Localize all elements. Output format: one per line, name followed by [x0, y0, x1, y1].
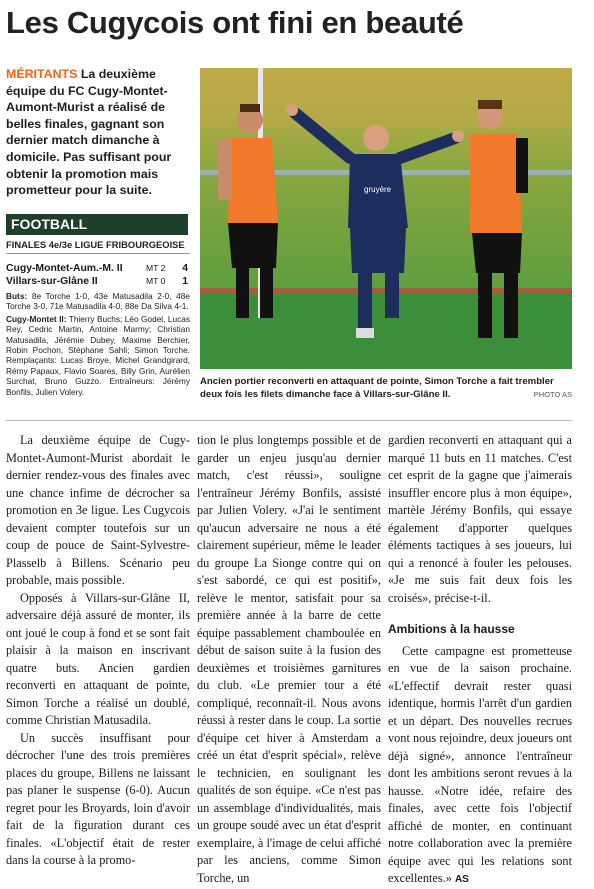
result-team: Villars-sur-Glâne II: [6, 276, 98, 287]
match-photo-image: [200, 68, 572, 369]
match-details: [6, 291, 190, 399]
lead-kicker: MÉRITANTS: [6, 67, 78, 81]
lead-text: La deuxième équipe du FC Cugy-Montet-Aumont-Murist a réalisé de belles finales, gagnant son dernier match dimanche à domicile. Pas suffisant pour obtenir la promotion mais prometteur pour la suite.: [6, 67, 172, 198]
body-paragraph: tion le plus longtemps possible et de garder un enjeu jusqu'au dernier match, c'est réussi», souligne l'entraîneur Jérémy Bonfils, assisté par Julien Volery. «J'ai le sentiment qu'aucun adversaire ne nous a été clairement supérieur, même le leader du groupe La Sionge contre qui on s'est sabordé, ce qui est positif», relève le mentor, satisfait pour sa première année à la barre de cette équipe passablement chamboulée en début de saison suite à la fusion des deuxièmes et troisièmes garnitures du club. «Le premier tour a été compliqué, reconnaît-il. Nous avons réussi à rester dans le coup. La sortie d'équipe cet hiver à Amsterdam a créé un état d'esprit spécial», relève le technicien, en soulignant les qualités de son équipe. «Ce n'est pas un assemblage d'individualités, mais un groupe soudé avec un état d'esprit exemplaire, à l'image de celui affiché par les anciens, comme Simon Torche, un: [197, 433, 381, 885]
goals-label: Buts:: [6, 291, 28, 301]
caption-text: Ancien portier reconverti en attaquant de pointe, Simon Torche a fait trembler deux fois les filets dimanche face à Villars-sur-Glâne II.: [200, 376, 554, 400]
photo-credit: PHOTO AS: [533, 390, 572, 399]
lineup-label: Cugy-Montet II:: [6, 313, 67, 324]
body-column-2: [197, 432, 381, 887]
body-column-3: [388, 432, 572, 889]
result-row-away: [6, 275, 190, 288]
body-paragraph: Un succès insuffisant pour décrocher l'une des trois premières places du groupe, Billens ne laissant pas planer le suspense (6-0). Aucun regret pour les Broyards, loin d'avoir fait de la figuration durant ces finales. «L'objectif était de rester dans la course à la promo-: [6, 730, 190, 867]
result-score: 1: [182, 276, 188, 287]
result-halftime: MT 0: [146, 276, 166, 286]
author-signature: AS: [454, 874, 469, 885]
body-text: Cette campagne est prometteuse en vue de la saison prochaine. «L'effectif devrait rester quasi identique, hormis l'arrêt d'un gardien et un départ. Des nouvelles recrues vont nous rejoindre, deux joueurs ont déjà signé», annonce l'entraîneur dont les ambitions seront revues à la hausse. «Notre idée, refaire des finales, avec cette fois l'objectif affiché de monter, en continuant notre collaboration avec la première équipe avec qui les relations sont excellentes.»: [388, 643, 572, 885]
competition-label: FINALES 4e/3e LIGUE FRIBOURGEOISE: [6, 239, 190, 254]
result-halftime: MT 2: [146, 263, 166, 273]
body-column-1: [6, 432, 190, 870]
results-table: [6, 262, 190, 288]
subheading: Ambitions à la hausse: [388, 622, 515, 636]
goals-line: [6, 291, 190, 312]
body-paragraph: Opposés à Villars-sur-Glâne II, adversaire déjà assuré de monter, ils ont joué le coup à fond et se sont fait plaisir à la maison en inscrivant quatre buts. Ancien gardien reconverti en attaquant de pointe, Simon Torche a réalisé un doublé, comme Christian Matusadila.: [6, 590, 190, 727]
photo-caption: [200, 375, 572, 401]
body-paragraph: [388, 643, 572, 889]
sport-box: FOOTBALL: [6, 214, 188, 235]
lineup-line: [6, 314, 190, 397]
match-photo: [200, 68, 572, 369]
headline: Les Cugycois ont fini en beauté: [6, 5, 464, 40]
body-paragraph: gardien reconverti en attaquant qui a marqué 11 buts en 11 matches. C'est cet esprit de la gagne que j'aimerais insuffler encore plus à mon équipe», martèle Jérémy Bonfils, qui essaye également d'apporter quelques éléments tactiques à ses joueurs, lui qui a renoncé à fouler les pelouses. «Je me suis fait deux fois les croisés», précise-t-il.: [388, 433, 572, 605]
result-row-home: [6, 262, 190, 275]
body-paragraph: La deuxième équipe de Cugy-Montet-Aumont-Murist abordait le dernier rendez-vous des finales avec une chance infime de décrocher sa promotion en 3e ligue. Les Cugycois devaient compter toutefois sur un coup de pouce de Saint-Sylvestre-Plasselb à Billens. Scénario peu probable, mais possible.: [6, 433, 190, 587]
lineup-text: Thierry Buchs; Léo Godel, Lucas Rey, Cedric Martin, Antoine Marmy; Christian Matusadila, Jérémie Dubey, Maxime Berchier, Robin Pochon, Stéphane Sahli; Simon Torche. Remplaçants: Lucas Broye, Michel Grandgirard, Rémy Papaux, Flavio Soares, Billy Grin, Aurélien Surchat, Bruno Guzzo. Entraîneurs: Jérémy Bonfils, Julien Volery.: [6, 313, 191, 397]
result-team: Cugy-Montet-Aum.-M. II: [6, 263, 123, 274]
result-score: 4: [182, 263, 188, 274]
section-divider: [6, 420, 572, 421]
shirt-sponsor: gruyère: [364, 185, 392, 194]
goals-text: 8e Torche 1-0, 43e Matusadila 2-0, 48e Torche 3-0, 71e Matusadila 4-0, 88e Da Silva 4-1.: [6, 291, 191, 312]
lead-paragraph: [6, 66, 190, 199]
